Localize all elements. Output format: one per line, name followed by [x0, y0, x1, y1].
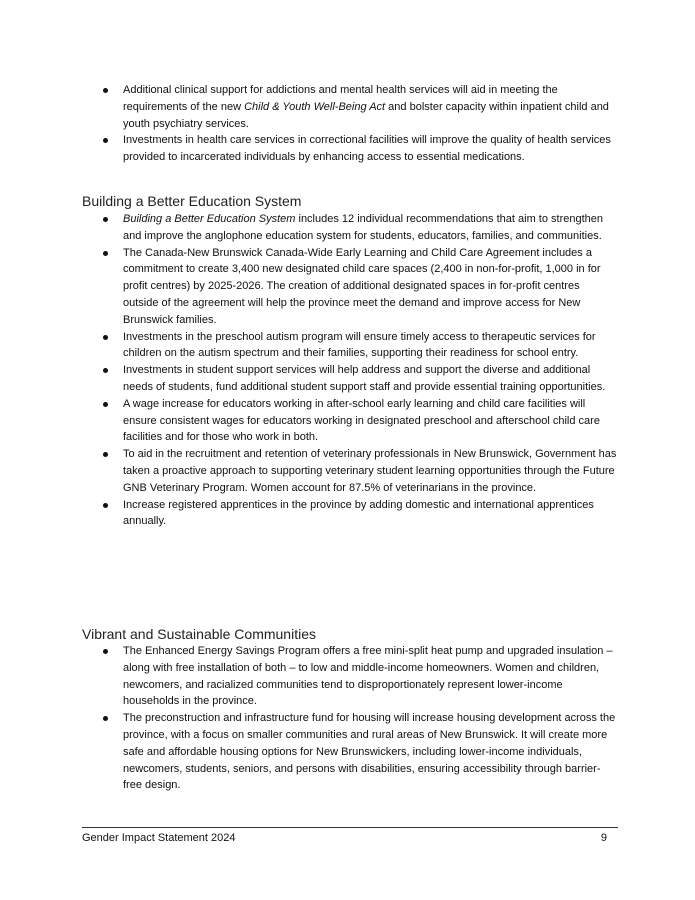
list-item-text: Building a Better Education System includes 12 individual recommendations that aim to strengthen and improve the anglophone education system for students, educators, families, and communities.	[123, 213, 604, 242]
list-item-text: The Enhanced Energy Savings Program offers a free mini-split heat pump and upgraded insulation – along with free installation of both – to low and middle-income homeowners. Women and children, newcomers, and racialized communities tend to disproportionately represent lower-income households in the province.	[123, 645, 613, 708]
list-item-text: Investments in student support services will help address and support the diverse and additional needs of students, fund additional student support staff and provide essential training opportunities.	[123, 364, 606, 393]
list-item-text: A wage increase for educators working in after-school early learning and child care facilities will ensure consistent wages for educators working in designated preschool and afterschool child care facilities and for those who work in both.	[123, 397, 600, 444]
bullet-icon	[103, 217, 108, 222]
bullet-icon	[103, 335, 108, 340]
footer-title: Gender Impact Statement 2024	[82, 832, 236, 844]
list-item	[82, 497, 618, 531]
list-item	[82, 446, 618, 496]
bullet-icon	[103, 452, 108, 457]
bullet-icon	[103, 402, 108, 407]
education-bullet-list	[82, 211, 618, 530]
bullet-icon	[103, 716, 108, 721]
communities-bullets-block	[82, 643, 618, 794]
bullet-icon	[103, 649, 108, 654]
list-item	[82, 710, 618, 794]
bullet-icon	[103, 138, 108, 143]
list-item	[82, 132, 618, 166]
list-item	[82, 82, 618, 132]
education-bullets-block	[82, 211, 618, 530]
list-item-text: The preconstruction and infrastructure fund for housing will increase housing development across the province, with a focus on smaller communities and rural areas of New Brunswick. It will create more safe and affordable housing options for New Brunswickers, including lower-income individuals, newcomers, students, seniors, and persons with disabilities, ensuring accessibility through barrier-free design.	[123, 712, 616, 792]
bullet-icon	[103, 503, 108, 508]
bullet-icon	[103, 368, 108, 373]
list-item	[82, 362, 618, 396]
page-number: 9	[600, 832, 607, 844]
bullet-icon	[103, 88, 108, 93]
bullet-icon	[103, 251, 108, 256]
list-item-text: The Canada-New Brunswick Canada-Wide Early Learning and Child Care Agreement includes a commitment to create 3,400 new designated child care spaces (2,400 in non-for-profit, 1,000 in for profit centres) by 2025-2026. The creation of additional designated spaces in for-profit centres outside of the agreement will help the province meet the demand and improve access for New Brunswick families.	[123, 246, 601, 326]
section-heading-education: Building a Better Education System	[82, 193, 302, 209]
list-item	[82, 211, 618, 245]
intro-bullets-block	[82, 82, 618, 166]
communities-bullet-list	[82, 643, 618, 794]
list-item	[82, 329, 618, 363]
list-item	[82, 396, 618, 446]
intro-bullet-list	[82, 82, 618, 166]
list-item-text: Increase registered apprentices in the province by adding domestic and international apprentices annually.	[123, 498, 594, 528]
list-item	[82, 245, 618, 329]
list-item-text: Investments in the preschool autism program will ensure timely access to therapeutic services for children on the autism spectrum and their families, supporting their readiness for school entry.	[123, 330, 596, 360]
section-heading-communities: Vibrant and Sustainable Communities	[82, 626, 316, 642]
list-item	[82, 643, 618, 710]
list-item-text: Investments in health care services in correctional facilities will improve the quality of health services provided to incarcerated individuals by enhancing access to essential medications.	[123, 134, 611, 164]
list-item-text: Additional clinical support for addictions and mental health services will aid in meeting the requirements of the new Child & Youth Well-Being Act and bolster capacity within inpatient child and youth psychiatry services.	[123, 84, 609, 130]
list-item-text: To aid in the recruitment and retention of veterinary professionals in New Brunswick, Government has taken a proactive approach to supporting veterinary student learning opportunities through the Future GNB Veterinary Program. Women account for 87.5% of veterinarians in the province.	[123, 448, 617, 494]
footer-divider	[82, 827, 618, 828]
